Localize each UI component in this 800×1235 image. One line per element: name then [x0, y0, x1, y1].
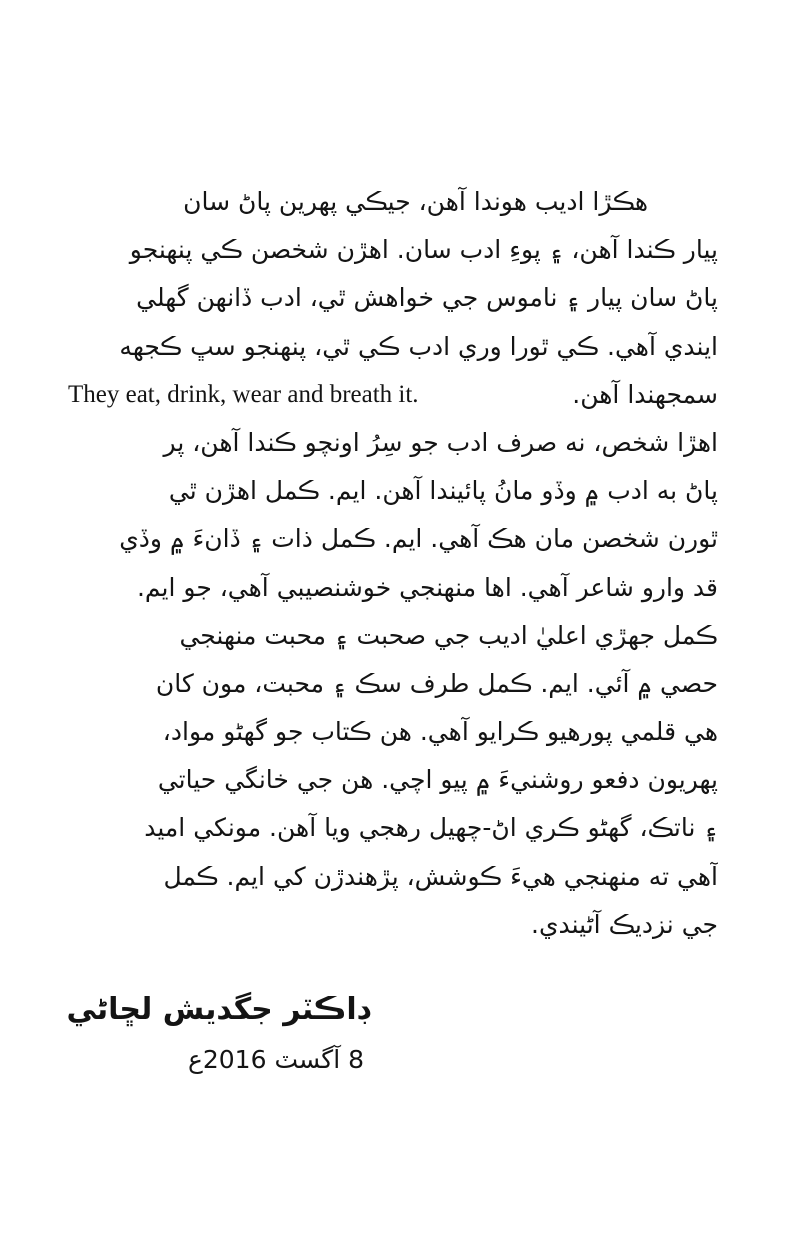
signature-block: [66, 985, 370, 1085]
paragraph-line: ايندي آهي. ڪي ٿورا وري ادب ڪي ٿي، پنهنجو سڀ ڪجهه: [119, 331, 718, 361]
paragraph-line: ۽ ناتڪ، گهڻو ڪري اڻ-چهيل رهجي ويا آهن. مونکي اميد: [144, 813, 718, 843]
paragraph-line-mixed: [68, 371, 718, 419]
author-name: ڊاڪٽر جگديش لڇاڻي: [66, 992, 370, 1027]
paragraph-line: جي نزديڪ آڻيندي.: [531, 909, 718, 939]
paragraph-line: ڪمل جهڙي اعليٰ اديب جي صحبت ۽ محبت منهنجي: [179, 620, 718, 650]
paragraph-line: پهريون دفعو روشنيءَ ۾ پيو اچي. هن جي خانگي حياتي: [157, 765, 718, 795]
preface-paragraph: [68, 178, 718, 949]
paragraph-line-segment: سمجهندا آهن.: [572, 379, 718, 409]
paragraph-line: پاڻ به ادب ۾ وڏو مانُ پائيندا آهن. ايم. ڪمل اهڙن ٿي: [168, 476, 718, 506]
paragraph-line: هڪڙا اديب هوندا آهن، جيڪي پهرين پاڻ سان: [183, 187, 648, 216]
paragraph-line: ٿورن شخصن مان هڪ آهي. ايم. ڪمل ذات ۽ ڏانءَ ۾ وڏي: [119, 524, 718, 554]
paragraph-line: آهي ته منهنجي هيءَ ڪوشش، پڙهندڙن کي ايم. ڪمل: [163, 861, 718, 891]
paragraph-line: پيار ڪندا آهن، ۽ پوءِ ادب سان. اهڙن شخصن ڪي پنهنجو: [129, 235, 718, 265]
english-quote: They eat, drink, wear and breath it.: [68, 380, 419, 408]
paragraph-line: اهڙا شخص، نه صرف ادب جو سِرُ اونچو ڪندا آهن، پر: [163, 427, 718, 457]
signature-date: 8 آگسٽ 2016ع: [187, 1045, 364, 1074]
paragraph-line: حصي ۾ آئي. ايم. ڪمل طرف سڪ ۽ محبت، مون کان: [155, 668, 718, 698]
paragraph-line: پاڻ سان پيار ۽ ناموس جي خواهش ٿي، ادب ڏانهن گهلي: [136, 283, 718, 313]
paragraph-line: هي قلمي پورهيو ڪرايو آهي. هن ڪتاب جو گهڻو مواد،: [162, 717, 718, 747]
paragraph-line: قد وارو شاعر آهي. اها منهنجي خوشنصيبي آهي، جو ايم.: [136, 572, 718, 602]
